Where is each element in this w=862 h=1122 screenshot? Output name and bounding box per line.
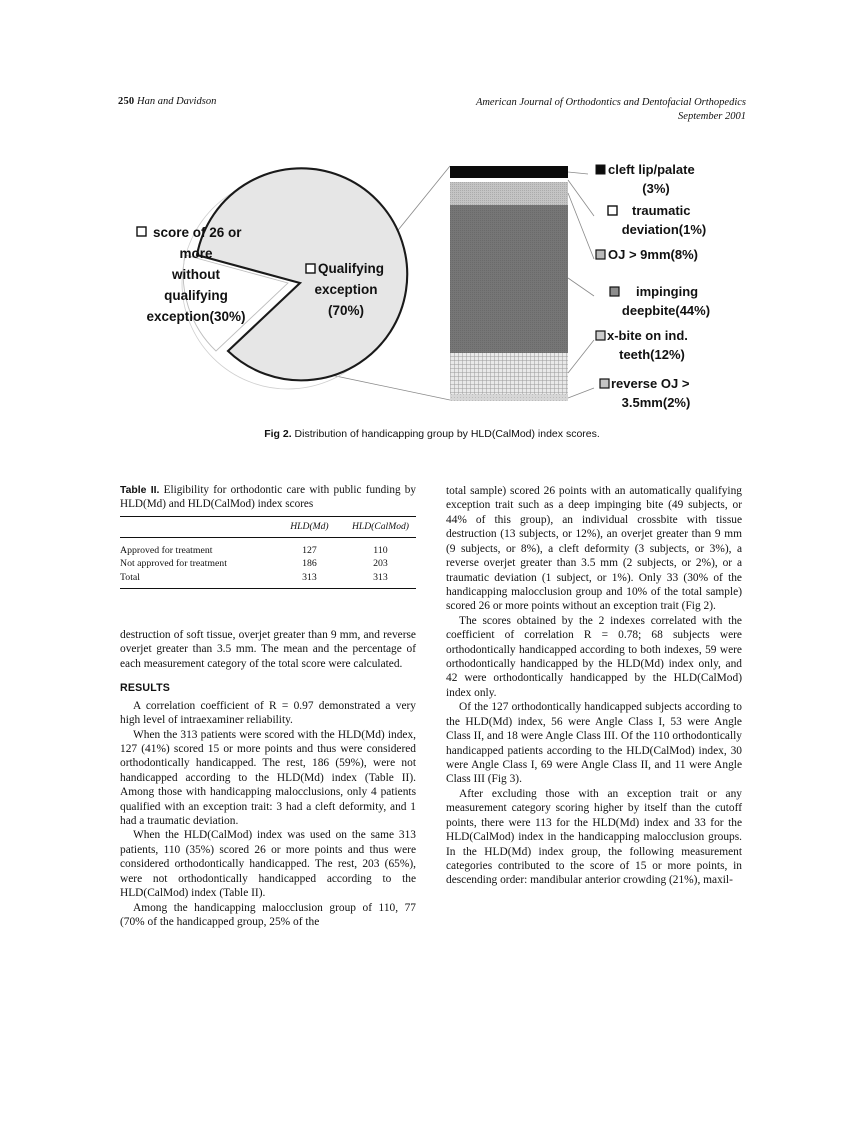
legend-item-reverse-oj: [600, 376, 690, 410]
running-head-authors: Han and Davidson: [136, 96, 217, 107]
table-col-header-blank: [120, 516, 274, 537]
table-row: [120, 557, 416, 570]
pie-label-q-line-3: (70%): [327, 303, 365, 318]
legend-label-revoj-2: 3.5mm(2%): [621, 395, 691, 410]
table-cell-hld-md: 127: [302, 544, 317, 556]
paragraph: total sample) scored 26 points with an automatically qualifying exception trait such as a deep impinging bite (49 subjects, or 44% of this group), an individual crossbite with tissue destruction (13 subjects, or 12%), an overjet greater than 9 mm (9 subjects, or 8%), a cleft deformity (3 subjects, or 3%), a reverse overjet greater than 3.5 mm (2 subjects, or 2%), or a traumatic deviation (1 subject, or 1%). Only 33 (30% of the handicapping malocclusion group and 10% of the total sample) scored 26 or more points without an exception trait (Fig 2).: [446, 485, 742, 613]
legend-label-traum-2: deviation(1%): [621, 222, 707, 237]
legend-label-deep-1: impinging: [636, 284, 699, 299]
running-head: [118, 96, 746, 124]
legend-label-xbite-1: x-bite on ind.: [607, 328, 688, 343]
table-2-label: Table II.: [120, 485, 160, 496]
paragraph: Of the 127 orthodontically handicapped subjects according to the HLD(Md) index, 56 were Angle Class I, 53 were Angle Class II, and 18 were Angle Class III. Of the 110 orthodontically handicapped patients according to the HLD(CalMod) index, 30 were Angle Class I, 69 were Angle Class II, and 11 were Angle Class III (Fig 3).: [446, 701, 742, 786]
legend-item-x-bite: [596, 328, 688, 362]
bar-segment-x-bite-individual-teeth: [450, 353, 568, 394]
legend-swatch-oj-over-9mm: [596, 250, 605, 259]
table-cell-label: Approved for treatment: [120, 544, 213, 556]
legend-swatch-impinging-deepbite: [610, 287, 619, 296]
pie-label-line-3: without: [172, 267, 220, 282]
legend-item-cleft-lip-palate: [596, 162, 695, 196]
bar-segment-reverse-oj: [450, 394, 568, 401]
table-header-row: [120, 516, 416, 537]
paragraph: After excluding those with an exception trait or any measurement category scoring higher by itself than the cutoff points, there were 113 for the HLD(Md) index and 33 for the HLD(CalMod) index in the handicapping malocclusion groups. In the HLD(Md) index group, the following measurement categories contributed to the score of 15 or more points, in descending order: mandibular anterior crowding (21%), maxil-: [446, 787, 742, 887]
legend-label-xbite-2: teeth(12%): [619, 347, 685, 362]
legend-label-revoj-1: reverse OJ >: [611, 376, 690, 391]
bar-segment-oj-over-9mm: [450, 182, 568, 205]
table-bottom-rule: [120, 584, 416, 589]
table-cell-hld-calmod: 203: [373, 558, 388, 570]
bar-segment-traumatic-deviation: [450, 178, 568, 182]
legend-label-deep-2: deepbite(44%): [621, 303, 711, 318]
issue-date: September 2001: [678, 111, 746, 123]
legend-item-oj-over-9mm: [596, 247, 698, 262]
pie-label-line-5: exception(30%): [146, 309, 246, 324]
figure-2: [118, 148, 746, 416]
legend-item-impinging-deepbite: [610, 284, 710, 318]
figure-2-caption-label: Fig 2.: [264, 428, 292, 440]
figure-2-caption-text: Distribution of handicapping group by HLD(CalMod) index scores.: [291, 428, 600, 440]
pie-label-line-1: score of 26 or: [153, 225, 242, 240]
table-2-title-text: Eligibility for orthodontic care with public funding by HLD(Md) and HLD(CalMod) index scores: [120, 484, 416, 510]
figure-2-caption: [118, 428, 746, 440]
pie-label-q-line-2: exception: [314, 282, 378, 297]
paragraph: The scores obtained by the 2 indexes correlated with the coefficient of correlation R = 0.78; 68 subjects were orthodontically handicapped according to both indexes, 59 were orthodontically handicapped by the HLD(Md) index only, and 42 were orthodontically handicapped by the HLD(CalMod) index only.: [446, 614, 742, 699]
table-2-title: [120, 484, 416, 512]
legend-label-cleft-2: (3%): [642, 181, 670, 196]
body-column-right: [446, 484, 742, 888]
paragraph: When the 313 patients were scored with the HLD(Md) index, 127 (41%) scored 15 or more points and thus were considered orthodontically handicapped. The rest, 186 (59%), were not handicapped according to the HLD(Md) index (Table II). Among those with handicapping malocclusions, only 4 patients qualified with an exception trait: 3 had a cleft deformity, and 1 had a traumatic deviation.: [120, 728, 416, 828]
legend-label-oj: OJ > 9mm(8%): [608, 247, 698, 262]
table-cell-hld-calmod: 313: [373, 571, 388, 583]
table-2: [120, 516, 416, 589]
paragraph: When the HLD(CalMod) index was used on the same 313 patients, 110 (35%) scored 26 or more points and thus were considered orthodontically handicapped. The rest, 203 (65%), were not orthodontically handicapped according to the HLD(CalMod) index (Table II).: [120, 829, 416, 900]
pie-legend-swatch-qualifying: [306, 264, 315, 273]
table-cell-hld-calmod: 110: [373, 544, 388, 556]
legend-swatch-x-bite: [596, 331, 605, 340]
table-cell-label: Not approved for treatment: [120, 558, 227, 570]
stacked-bar-chart: [450, 166, 568, 401]
journal-title: American Journal of Orthodontics and Dentofacial Orthopedics: [475, 97, 746, 108]
pie-label-line-4: qualifying: [164, 288, 228, 303]
table-row: [120, 571, 416, 584]
table-cell-hld-md: 313: [302, 571, 317, 583]
page-number: 250: [118, 96, 135, 107]
section-heading-results: RESULTS: [120, 682, 171, 695]
legend-swatch-traumatic-deviation: [608, 206, 617, 215]
paragraph: destruction of soft tissue, overjet greater than 9 mm, and reverse overjet greater than 3.5 mm. The mean and the percentage of each measurement category of the total score were calculated.: [120, 629, 416, 670]
bar-segment-impinging-deepbite: [450, 205, 568, 353]
running-head-left: [118, 96, 216, 107]
table-col-header-hld-md: HLD(Md): [290, 520, 329, 532]
table-cell-hld-md: 186: [302, 558, 317, 570]
legend-item-traumatic-deviation: [608, 203, 706, 237]
legend-swatch-reverse-oj: [600, 379, 609, 388]
pie-label-line-2: more: [179, 246, 213, 261]
bar-segment-cleft-lip-palate: [450, 166, 568, 178]
bar-callout-lines: [568, 172, 594, 398]
table-row: [120, 544, 416, 557]
body-column-left: [120, 628, 416, 929]
table-cell-label: Total: [120, 571, 140, 583]
paragraph: Among the handicapping malocclusion group of 110, 77 (70% of the handicapped group, 25% of the: [120, 901, 416, 928]
legend-label-traum-1: traumatic: [632, 203, 691, 218]
running-head-right: [476, 96, 746, 124]
table-2-block: [120, 484, 416, 589]
legend-label-cleft-1: cleft lip/palate: [608, 162, 695, 177]
paragraph: A correlation coefficient of R = 0.97 demonstrated a very high level of intraexaminer reliability.: [120, 699, 416, 727]
pie-legend-swatch-no-exception: [137, 227, 146, 236]
table-col-header-hld-calmod: HLD(CalMod): [351, 520, 409, 532]
figure-2-graphic: [118, 148, 746, 416]
bar-legend: [596, 162, 710, 410]
legend-swatch-cleft-lip-palate: [596, 165, 605, 174]
pie-label-q-line-1: Qualifying: [318, 261, 385, 276]
